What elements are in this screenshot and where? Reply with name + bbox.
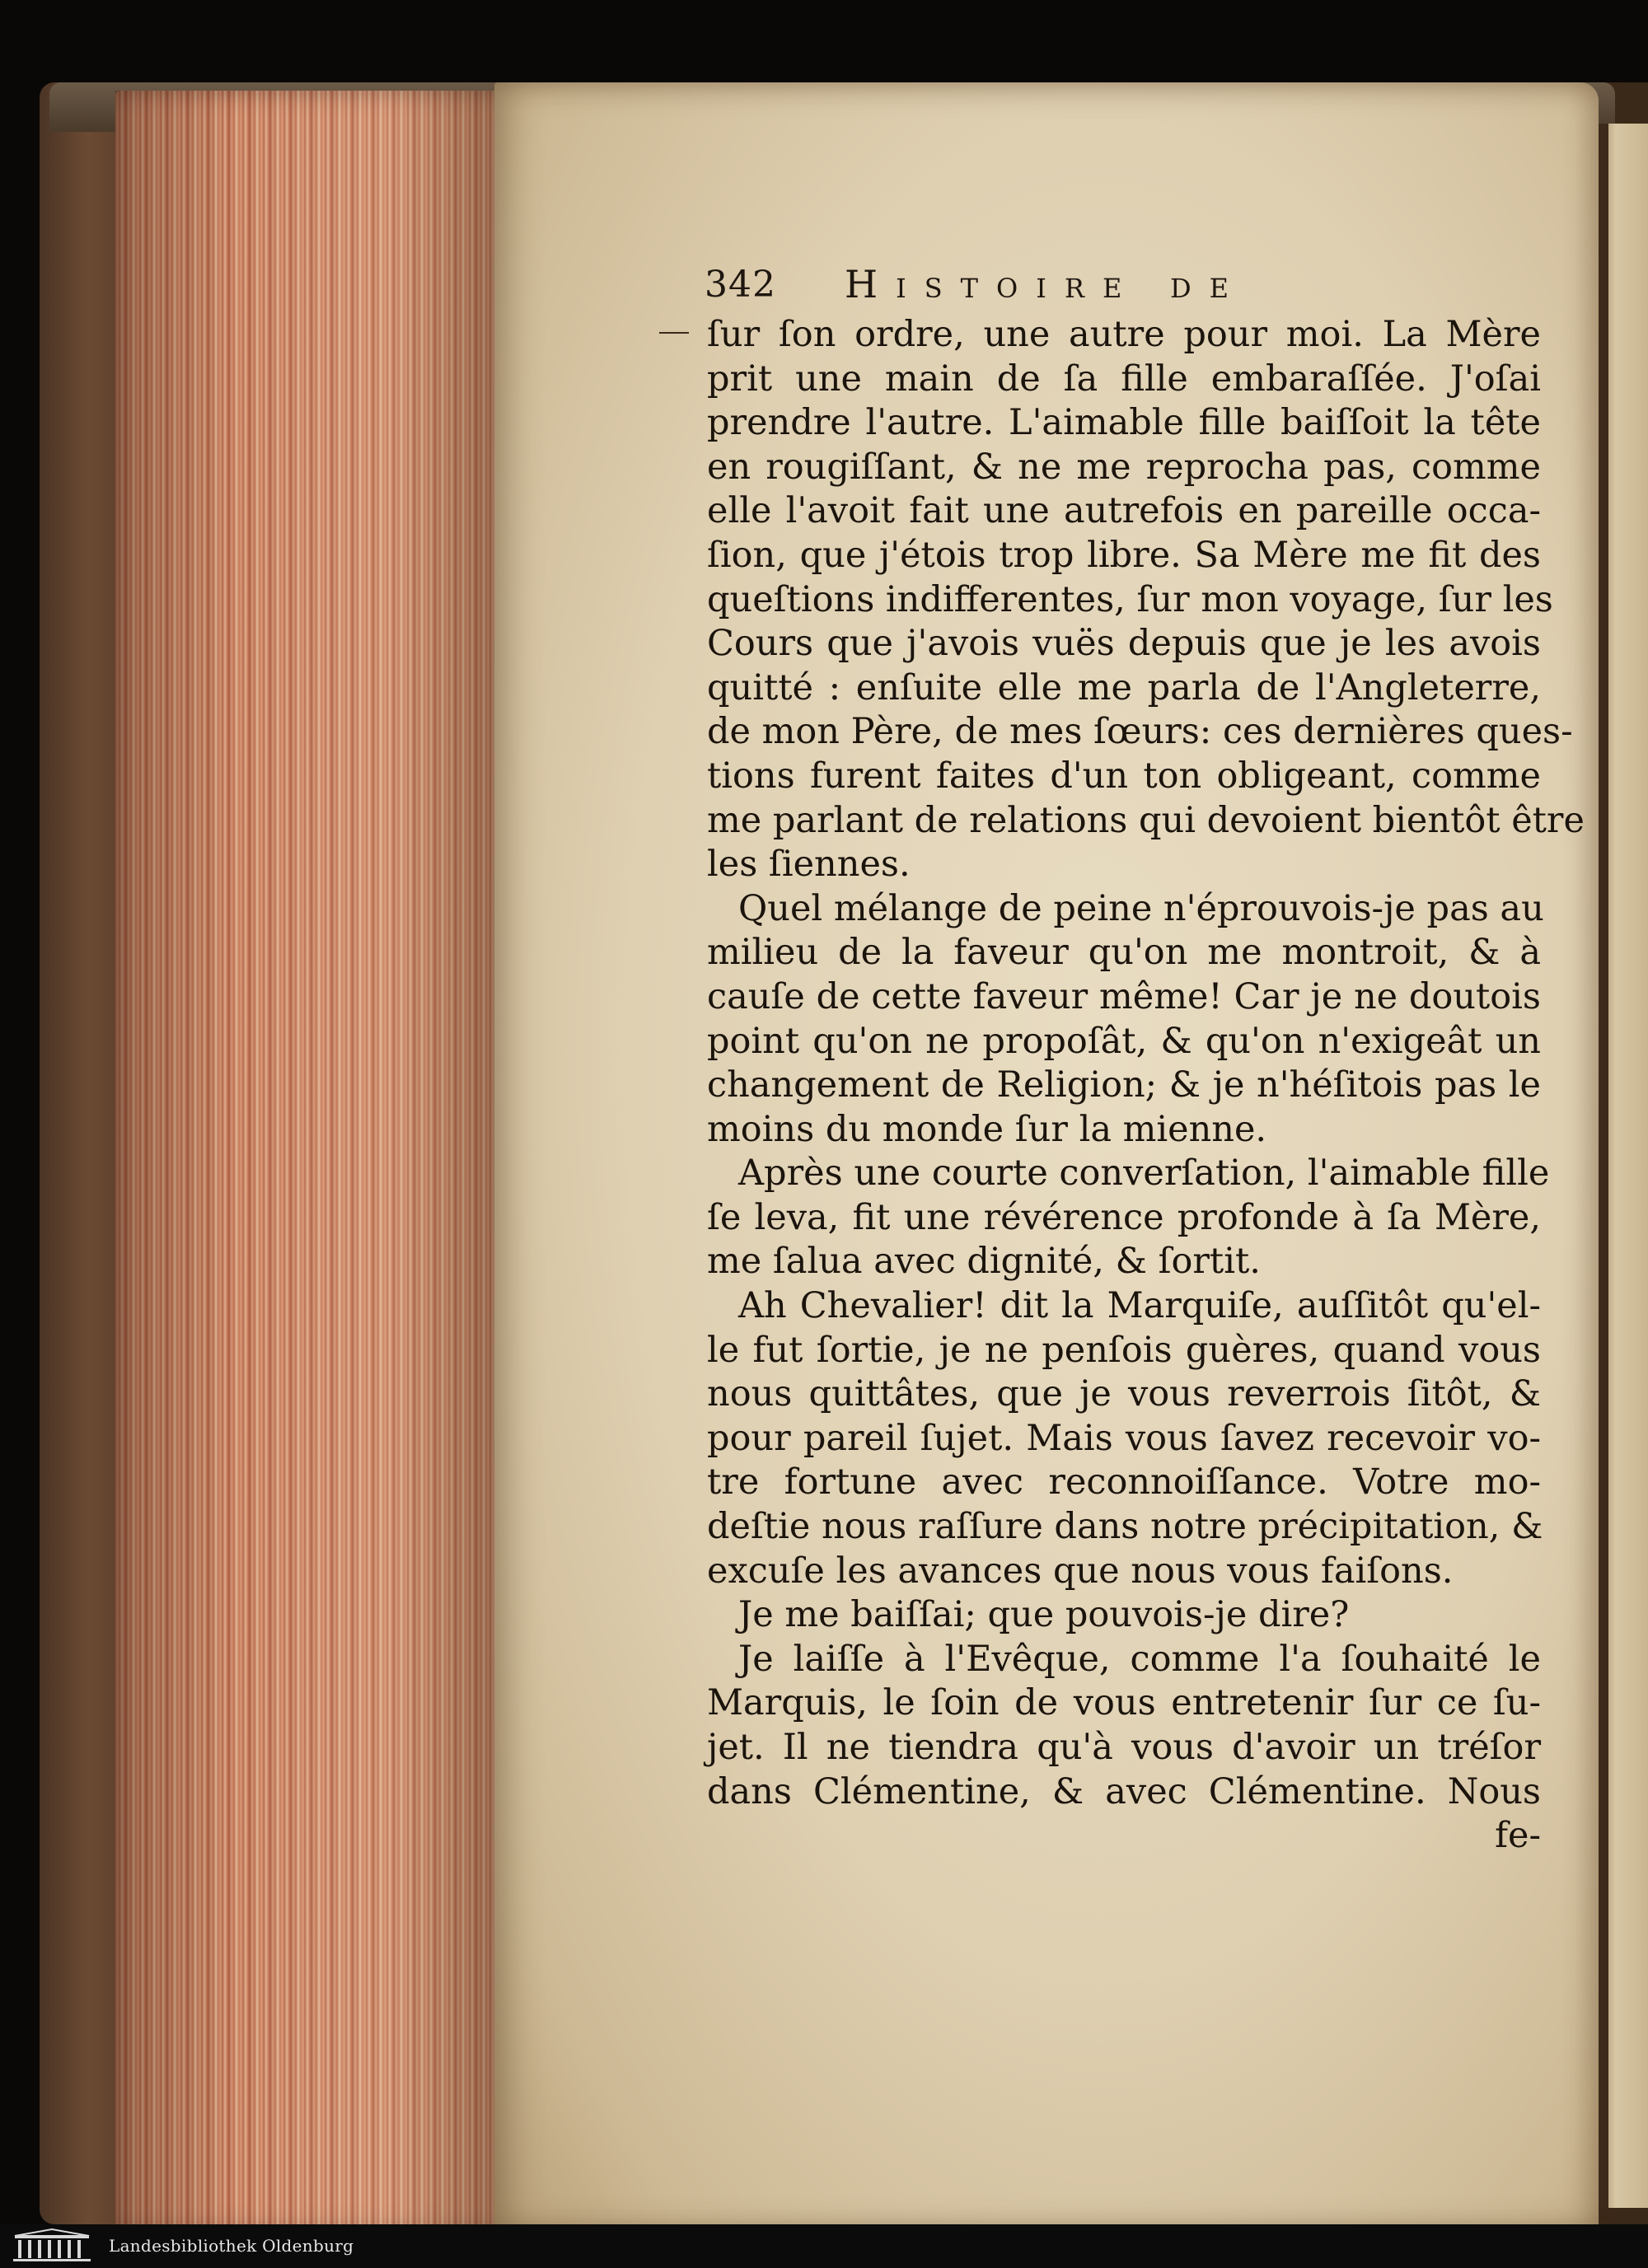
- text-line: nous quittâtes, que je vous reverrois ſitôt, &: [707, 1373, 1541, 1415]
- text-line: changement de Religion; & je n'héſitois pas le: [707, 1064, 1541, 1106]
- text-line: milieu de la faveur qu'on me montroit, & à: [707, 932, 1541, 974]
- text-line: le fut ſortie, je ne penſois guères, quand vous: [707, 1329, 1541, 1371]
- text-line: me ſalua avec dignité, & ſortit.: [707, 1241, 1261, 1283]
- text-line: dans Clémentine, & avec Clémentine. Nous: [707, 1770, 1541, 1812]
- text-line: point qu'on ne propoſât, & qu'on n'exigeât un: [707, 1020, 1541, 1062]
- text-line: moins du monde ſur la mienne.: [707, 1108, 1267, 1150]
- page-number: 342: [705, 264, 776, 306]
- text-line: Après une courte converſation, l'aimable fille: [738, 1153, 1550, 1195]
- text-line: pour pareil ſujet. Mais vous ſavez recevoir vo-: [707, 1417, 1541, 1459]
- text-line: Ah Chevalier! dit la Marquiſe, auſſitôt qu'el-: [738, 1285, 1541, 1327]
- text-line: Cours que j'avois vuës depuis que je les avois: [707, 623, 1541, 665]
- footer-institution-label: Landesbibliothek Oldenburg: [109, 2236, 354, 2256]
- text-line: cauſe de cette faveur même! Car je ne doutois: [707, 975, 1541, 1017]
- text-line: tions furent faites d'un ton obligeant, comme: [707, 755, 1541, 797]
- text-line: en rougiſſant, & ne me reprocha pas, comme: [707, 446, 1541, 488]
- text-line: jet. Il ne tiendra qu'à vous d'avoir un tréſor: [707, 1727, 1541, 1768]
- footer-bar: [0, 2224, 1648, 2268]
- text-line: Je me baiſſai; que pouvois-je dire?: [738, 1594, 1350, 1636]
- text-line: me parlant de relations qui devoient bientôt être: [707, 799, 1585, 841]
- text-line: queſtions indifferentes, ſur mon voyage, ſur les: [707, 578, 1553, 620]
- gutter-shadow: [1599, 124, 1608, 2208]
- text-line: fe-: [1495, 1815, 1541, 1857]
- text-line: Je laiſſe à l'Evêque, comme l'a ſouhaité le: [738, 1638, 1541, 1680]
- text-line: prendre l'autre. L'aimable fille baiſſoit la tête: [707, 402, 1541, 444]
- text-line: Quel mélange de peine n'éprouvois-je pas au: [738, 887, 1544, 929]
- text-line: excuſe les avances que nous vous faiſons.: [707, 1550, 1454, 1592]
- text-line: ſion, que j'étois trop libre. Sa Mère me fit des: [707, 534, 1541, 576]
- text-line: ſur ſon ordre, une autre pour moi. La Mère: [707, 314, 1541, 355]
- text-line: Marquis, le ſoin de vous entretenir ſur ce ſu-: [707, 1682, 1541, 1724]
- running-head: Histoire de: [845, 262, 1247, 306]
- page-fore-edge-shade: [115, 91, 511, 2233]
- text-line: prit une main de ſa fille embaraſſée. J'oſai: [707, 358, 1541, 400]
- page-body-text: [707, 313, 1585, 1859]
- text-line: deſtie nous raſſure dans notre précipitation, &: [707, 1506, 1543, 1548]
- margin-mark: [659, 332, 689, 334]
- text-line: quitté : enſuite elle me parla de l'Angleterre,: [707, 666, 1541, 708]
- text-line: les ſiennes.: [707, 844, 911, 886]
- text-line: de mon Père, de mes ſœurs: ces dernières ques-: [707, 711, 1573, 753]
- text-line: elle l'avoit fait une autrefois en pareille occa-: [707, 490, 1541, 532]
- text-line: ſe leva, fit une révérence profonde à ſa Mère,: [707, 1196, 1541, 1238]
- library-building-icon: [3, 2228, 101, 2264]
- text-line: tre fortune avec reconnoiſſance. Votre mo-: [707, 1461, 1541, 1503]
